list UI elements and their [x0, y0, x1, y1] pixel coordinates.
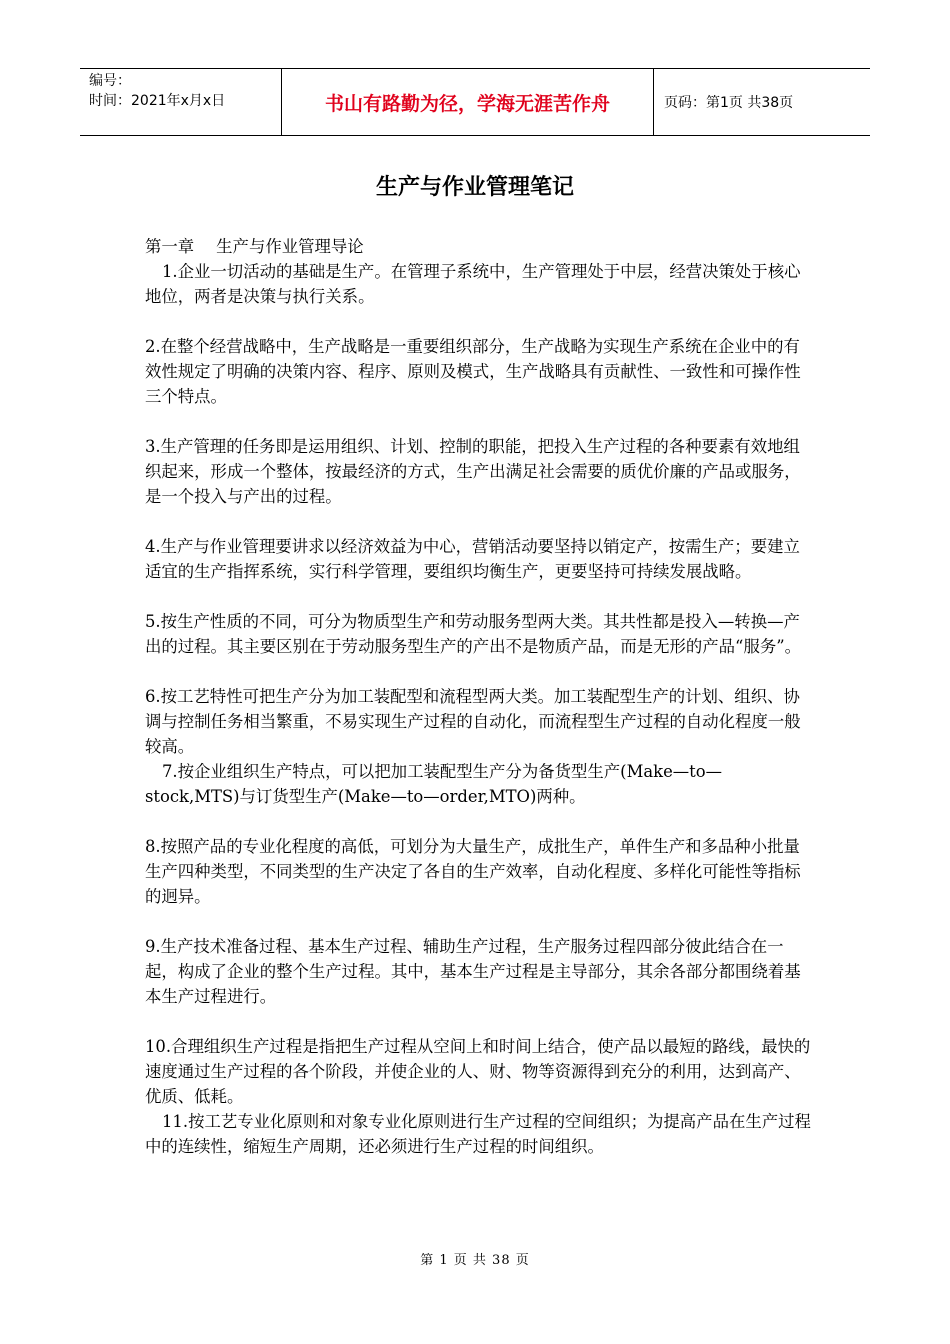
document-number-label: 编号：	[89, 73, 131, 89]
chapter-heading	[145, 234, 815, 259]
paragraph-9: 9.生产技术准备过程、基本生产过程、辅助生产过程，生产服务过程四部分彼此结合在一起，构成了企业的整个生产过程。其中，基本生产过程是主导部分，其余各部分都围绕着基本生产过程进行。	[145, 937, 801, 1006]
paragraph-6: 6.按工艺特性可把生产分为加工装配型和流程型两大类。加工装配型生产的计划、组织、协调与控制任务相当繁重，不易实现生产过程的自动化，而流程型生产过程的自动化程度一般较高。	[145, 687, 801, 756]
paragraph-2: 2.在整个经营战略中，生产战略是一重要组织部分，生产战略为实现生产系统在企业中的有效性规定了明确的决策内容、程序、原则及模式，生产战略具有贡献性、一致性和可操作性三个特点。	[145, 337, 801, 406]
page-header	[80, 68, 870, 136]
document-time-label: 时间：2021年x月x日	[89, 93, 226, 109]
chapter-name: 生产与作业管理导论	[216, 237, 364, 256]
paragraph-5: 5.按生产性质的不同，可分为物质型生产和劳动服务型两大类。其共性都是投入—转换—产出的过程。其主要区别在于劳动服务型生产的产出不是物质产品，而是无形的产品“服务”。	[145, 612, 801, 656]
document-body	[145, 234, 815, 1159]
header-motto: 书山有路勤为径，学海无涯苦作舟	[282, 69, 654, 135]
header-page-info: 页码：第1页 共38页	[664, 95, 794, 111]
paragraph-10: 10.合理组织生产过程是指把生产过程从空间上和时间上结合，使产品以最短的路线，最快的速度通过生产过程的各个阶段，并使企业的人、财、物等资源得到充分的利用，达到高产、优质、低耗。	[145, 1037, 811, 1106]
paragraph-8: 8.按照产品的专业化程度的高低，可划分为大量生产，成批生产，单件生产和多品种小批量生产四种类型，不同类型的生产决定了各自的生产效率，自动化程度、多样化可能性等指标的迥异。	[145, 837, 801, 906]
paragraph-11: 11.按工艺专业化原则和对象专业化原则进行生产过程的空间组织；为提高产品在生产过程中的连续性，缩短生产周期，还必须进行生产过程的时间组织。	[145, 1112, 811, 1156]
page-footer: 第 1 页 共 38 页	[420, 1253, 530, 1268]
paragraph-3: 3.生产管理的任务即是运用组织、计划、控制的职能，把投入生产过程的各种要素有效地组织起来，形成一个整体，按最经济的方式，生产出满足社会需要的质优价廉的产品或服务，是一个投入与产出的过程。	[145, 437, 801, 506]
paragraph-1: 1.企业一切活动的基础是生产。在管理子系统中，生产管理处于中层，经营决策处于核心地位，两者是决策与执行关系。	[145, 262, 801, 306]
header-meta-cell	[80, 69, 282, 135]
chapter-number: 第一章	[145, 237, 195, 256]
document-title: 生产与作业管理笔记	[375, 175, 574, 200]
paragraph-4: 4.生产与作业管理要讲求以经济效益为中心，营销活动要坚持以销定产，按需生产；要建立适宜的生产指挥系统，实行科学管理，要组织均衡生产，更要坚持可持续发展战略。	[145, 537, 800, 581]
paragraph-7: 7.按企业组织生产特点，可以把加工装配型生产分为备货型生产(Make—to—stock,MTS)与订货型生产(Make—to—order,MTO)两种。	[145, 762, 723, 806]
